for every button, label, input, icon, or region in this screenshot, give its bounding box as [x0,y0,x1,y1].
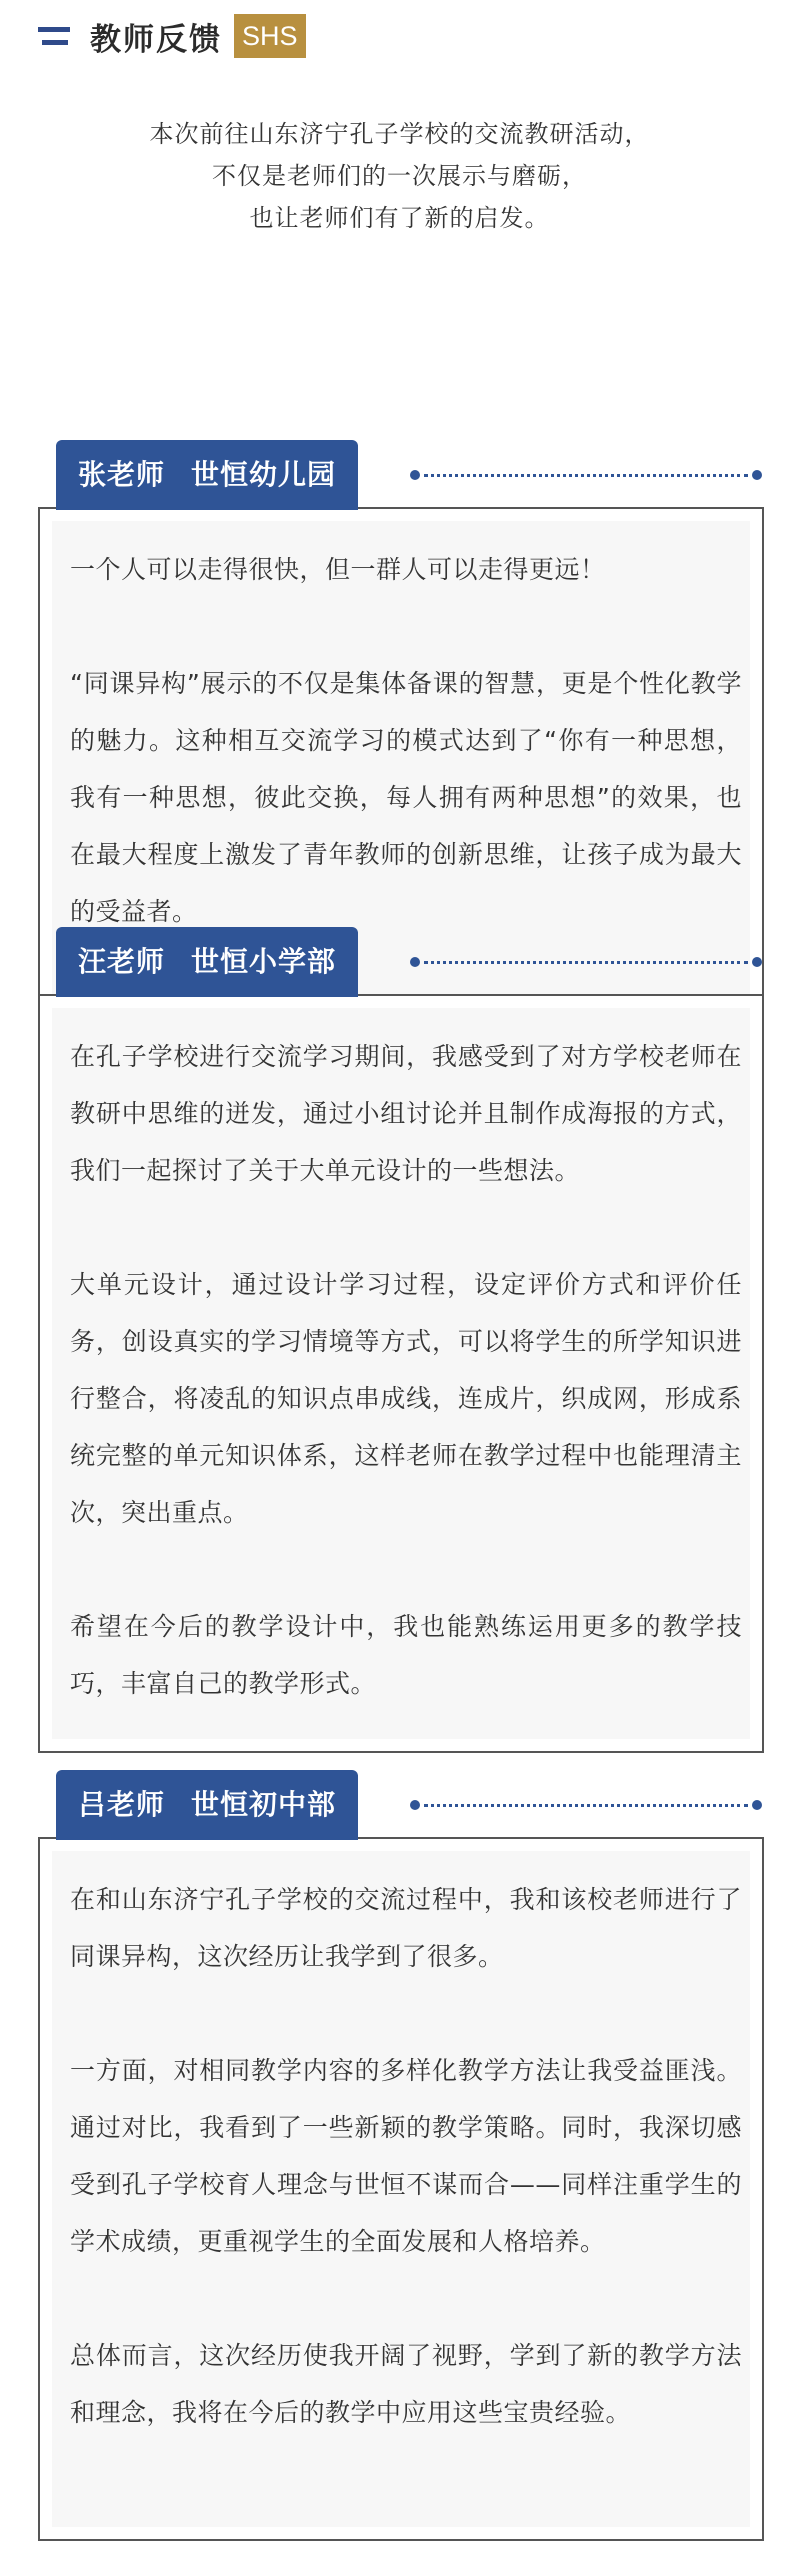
feedback-paragraph: 一个人可以走得很快，但一群人可以走得更远！ [70,555,606,584]
feedback-card [38,994,764,1753]
teacher-tag [56,440,358,510]
intro-line: 也让老师们有了新的启发。 [249,204,550,232]
teacher-name: 张老师 [78,458,166,491]
card-background [52,1008,750,1739]
shs-badge: SHS [234,14,306,58]
teacher-tag [56,927,358,997]
school-name: 世恒小学部 [191,945,337,978]
card-body [70,1871,742,2441]
teacher-name: 吕老师 [78,1788,166,1821]
card-body [70,541,742,940]
feedback-paragraph: 在和山东济宁孔子学校的交流过程中，我和该校老师进行了同课异构，这次经历让我学到了很多。 [70,1885,742,1971]
menu-lines-icon [34,21,78,51]
card-body [70,1028,742,1712]
school-name: 世恒初中部 [191,1788,337,1821]
school-name: 世恒幼儿园 [191,458,337,491]
feedback-section-wang [38,927,764,1753]
page-header [34,10,306,62]
page-title: 教师反馈 [90,21,222,58]
feedback-paragraph: 一方面，对相同教学内容的多样化教学方法让我受益匪浅。通过对比，我看到了一些新颖的教学策略。同时，我深切感受到孔子学校育人理念与世恒不谋而合——同样注重学生的学术成绩，更重视学生的全面发展和人格培养。 [70,2056,742,2256]
feedback-paragraph: 大单元设计，通过设计学习过程，设定评价方式和评价任务，创设真实的学习情境等方式，可以将学生的所学知识进行整合，将凌乱的知识点串成线，连成片，织成网，形成系统完整的单元知识体系，这样老师在教学过程中也能理清主次，突出重点。 [70,1270,742,1527]
dotted-divider-icon [410,1800,762,1812]
feedback-paragraph: “同课异构”展示的不仅是集体备课的智慧，更是个性化教学的魅力。这种相互交流学习的模式达到了“你有一种思想，我有一种思想，彼此交换，每人拥有两种思想”的效果，也在最大程度上激发了青年教师的创新思维，让孩子成为最大的受益者。 [70,669,742,926]
intro-line: 不仅是老师们的一次展示与磨砺， [212,162,587,190]
intro-line: 本次前往山东济宁孔子学校的交流教研活动， [149,120,650,148]
teacher-name: 汪老师 [78,945,166,978]
feedback-section-lv [38,1770,764,2541]
dotted-divider-icon [410,957,762,969]
feedback-paragraph: 总体而言，这次经历使我开阔了视野，学到了新的教学方法和理念，我将在今后的教学中应用这些宝贵经验。 [70,2341,742,2427]
feedback-paragraph: 在孔子学校进行交流学习期间，我感受到了对方学校老师在教研中思维的迸发，通过小组讨论并且制作成海报的方式，我们一起探讨了关于大单元设计的一些想法。 [70,1042,742,1185]
dotted-divider-icon [410,470,762,482]
card-background [52,1851,750,2527]
feedback-paragraph: 希望在今后的教学设计中，我也能熟练运用更多的教学技巧，丰富自己的教学形式。 [70,1612,742,1698]
teacher-tag [56,1770,358,1840]
intro-text [0,113,799,239]
feedback-card [38,1837,764,2541]
